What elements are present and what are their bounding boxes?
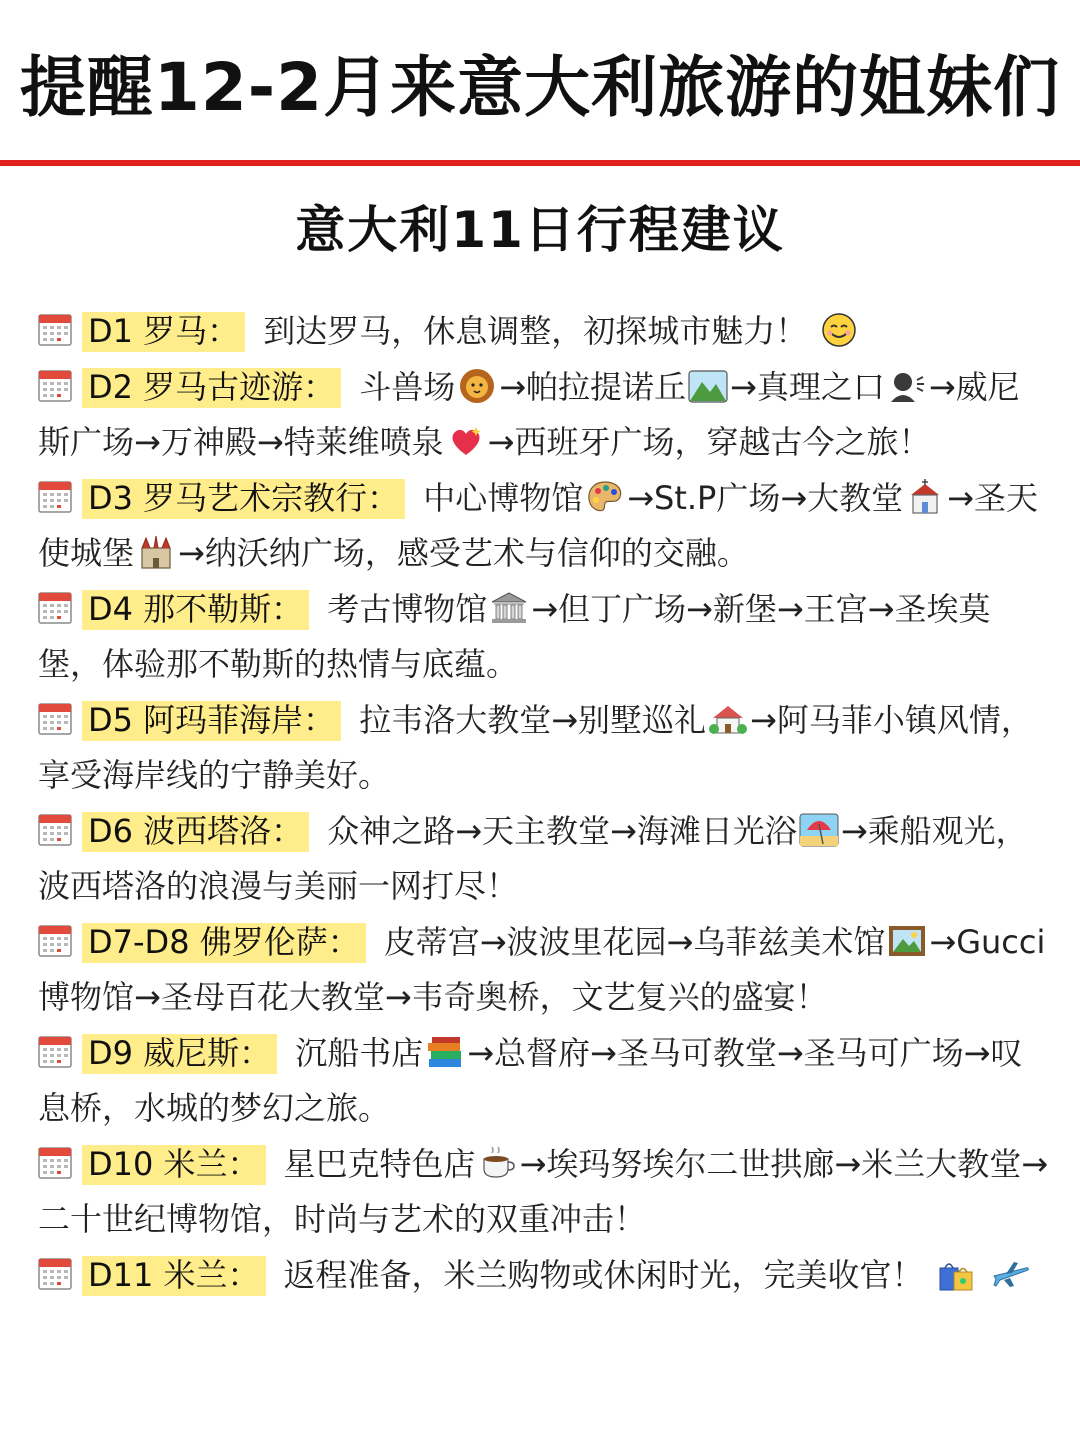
day-label: D3 罗马艺术宗教行： bbox=[82, 479, 405, 519]
calendar-icon bbox=[38, 370, 72, 402]
day-label: D7-D8 佛罗伦萨： bbox=[82, 923, 366, 963]
sparkling-heart-icon bbox=[446, 423, 486, 459]
day-description: →阿马菲小镇风情，享受海岸线的宁静美好。 bbox=[38, 700, 1033, 794]
airplane-icon bbox=[990, 1256, 1030, 1292]
day-description: 斗兽场 bbox=[359, 367, 456, 406]
smiling-face-icon bbox=[819, 312, 859, 348]
house-garden-icon bbox=[708, 701, 748, 737]
day-description: 拉韦洛大教堂→别墅巡礼 bbox=[359, 700, 707, 739]
calendar-icon bbox=[38, 1147, 72, 1179]
itinerary-day-4 bbox=[38, 582, 1048, 693]
day-description: 考古博物馆 bbox=[327, 589, 488, 628]
church-icon bbox=[905, 479, 945, 515]
calendar-icon bbox=[38, 592, 72, 624]
day-description: →St.P广场→大教堂 bbox=[627, 478, 904, 517]
day-description: →总督府→圣马可教堂→圣马可广场→叹息桥，水城的梦幻之旅。 bbox=[38, 1033, 1023, 1127]
itinerary-day-2 bbox=[38, 360, 1048, 471]
framed-picture-icon bbox=[887, 923, 927, 959]
day-description: →圣天使城堡 bbox=[38, 478, 1038, 572]
day-description: →纳沃纳广场，感受艺术与信仰的交融。 bbox=[178, 534, 749, 572]
day-description: →威尼斯广场→万神殿→特莱维喷泉 bbox=[38, 367, 1020, 461]
itinerary-day-5 bbox=[38, 693, 1048, 804]
itinerary-subtitle: 意大利11日行程建议 bbox=[295, 201, 785, 259]
day-label: D4 那不勒斯： bbox=[82, 590, 309, 630]
beach-umbrella-icon bbox=[799, 812, 839, 848]
page-header bbox=[0, 0, 1080, 162]
day-description: →乘船观光，波西塔洛的浪漫与美丽一网打尽！ bbox=[38, 811, 1028, 905]
day-label: D11 米兰： bbox=[82, 1256, 266, 1296]
palette-icon bbox=[585, 479, 625, 515]
lion-face-icon bbox=[457, 368, 497, 404]
day-description: →帕拉提诺丘 bbox=[499, 367, 687, 406]
itinerary-day-9 bbox=[38, 1026, 1048, 1137]
day-label: D9 威尼斯： bbox=[82, 1034, 277, 1074]
day-label: D1 罗马： bbox=[82, 312, 245, 352]
itinerary-day-1 bbox=[38, 304, 1048, 360]
day-description: 到达罗马，休息调整，初探城市魅力！ bbox=[263, 312, 808, 350]
calendar-icon bbox=[38, 1036, 72, 1068]
day-description: 星巴克特色店 bbox=[283, 1144, 476, 1183]
day-description: →真理之口 bbox=[730, 367, 885, 406]
calendar-icon bbox=[38, 925, 72, 957]
day-label: D5 阿玛菲海岸： bbox=[82, 701, 341, 741]
day-description: →但丁广场→新堡→王宫→圣埃莫堡，体验那不勒斯的热情与底蕴。 bbox=[38, 589, 991, 683]
classical-building-icon bbox=[489, 590, 529, 626]
itinerary-day-11 bbox=[38, 1248, 1048, 1304]
calendar-icon bbox=[38, 703, 72, 735]
day-description: 中心博物馆 bbox=[423, 478, 584, 517]
hot-coffee-icon bbox=[478, 1145, 518, 1181]
calendar-icon bbox=[38, 314, 72, 346]
day-label: D10 米兰： bbox=[82, 1145, 266, 1185]
day-description: 众神之路→天主教堂→海滩日光浴 bbox=[327, 811, 797, 850]
calendar-icon bbox=[38, 814, 72, 846]
calendar-icon bbox=[38, 481, 72, 513]
day-description: 返程准备，米兰购物或休闲时光，完美收官！ bbox=[283, 1255, 924, 1294]
day-description: 皮蒂宫→波波里花园→乌菲兹美术馆 bbox=[383, 922, 886, 961]
itinerary-day-6 bbox=[38, 804, 1048, 915]
day-description: →Gucci博物馆→圣母百花大教堂→韦奇奥桥，文艺复兴的盛宴！ bbox=[38, 922, 1046, 1016]
books-icon bbox=[425, 1034, 465, 1070]
whisper-head-icon bbox=[887, 368, 927, 404]
itinerary-list bbox=[38, 304, 1048, 1303]
itinerary-day-10 bbox=[38, 1137, 1048, 1248]
day-label: D6 波西塔洛： bbox=[82, 812, 309, 852]
mountain-icon bbox=[688, 368, 728, 404]
page-title: 提醒12-2月来意大利旅游的姐妹们 bbox=[19, 48, 1061, 126]
header-divider bbox=[0, 160, 1080, 166]
itinerary-day-7-8 bbox=[38, 915, 1048, 1026]
calendar-icon bbox=[38, 1258, 72, 1290]
day-description: →埃玛努埃尔二世拱廊→米兰大教堂→二十世纪博物馆，时尚与艺术的双重冲击！ bbox=[38, 1144, 1049, 1238]
day-description: →西班牙广场，穿越古今之旅！ bbox=[487, 423, 931, 461]
day-description: 沉船书店 bbox=[295, 1033, 424, 1072]
itinerary-day-3 bbox=[38, 471, 1048, 582]
shopping-bags-icon bbox=[936, 1256, 976, 1292]
castle-icon bbox=[136, 534, 176, 570]
day-label: D2 罗马古迹游： bbox=[82, 368, 341, 408]
